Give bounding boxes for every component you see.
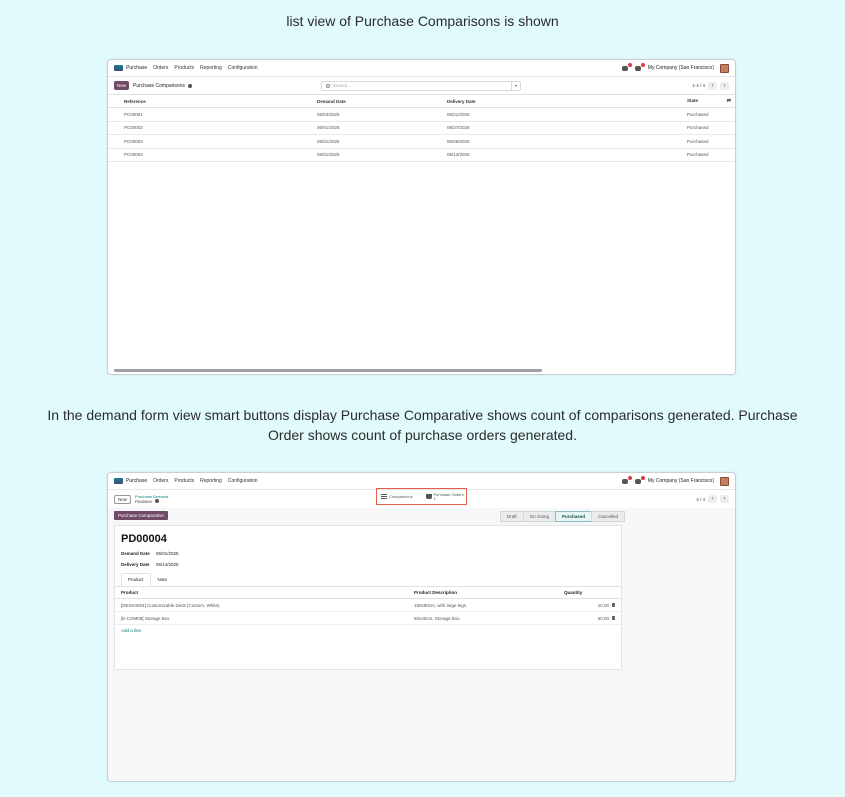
cell-delivery-date: 06/06/2025 [443,135,683,149]
pager-prev-button[interactable]: ‹ [708,82,717,90]
form-view-screenshot [107,472,736,782]
menu-products[interactable]: Products [174,478,195,484]
row-checkbox[interactable] [108,148,120,162]
control-panel [108,77,735,94]
pager-value[interactable]: 1-4 / 4 [692,83,705,88]
column-demand-date[interactable]: Demand Date [313,95,443,108]
status-bar [501,511,625,522]
menu-reporting[interactable]: Reporting [200,65,222,71]
delivery-date-field [121,562,621,567]
line-description[interactable]: 160x80cm, with large legs. [408,599,558,612]
tab-note[interactable]: Note [157,577,168,582]
cart-icon [426,494,432,499]
table-row[interactable] [108,108,735,122]
gear-icon[interactable] [188,84,192,88]
column-state[interactable] [683,95,735,108]
page-title: Purchase Comparisons [133,82,185,89]
tab-product[interactable]: Product [121,573,151,586]
cell-demand-date: 06/04/2025 [313,108,443,122]
row-checkbox[interactable] [108,121,120,135]
column-state-label: State [687,98,699,103]
horizontal-scrollbar[interactable] [114,369,542,372]
cell-state: Purchased [683,108,735,122]
demand-date-field [121,551,621,556]
purchase-comparative-button[interactable]: Purchase Comparative [114,511,168,520]
purchase-orders-text [434,493,464,501]
cell-reference: PC00003 [120,135,313,149]
purchase-orders-label: Purchase Orders [433,491,464,497]
pager-prev-button[interactable]: ‹ [708,495,717,503]
demand-date-label: Demand Date [121,551,150,556]
caption-list-view: list view of Purchase Comparisons is shown [286,13,559,29]
breadcrumb-current-wrap [135,499,168,504]
pager-next-button[interactable]: › [720,495,729,503]
cell-reference: PC00002 [120,121,313,135]
company-switcher[interactable]: My Company (San Francisco) [647,65,714,71]
status-on-going[interactable]: On Going [523,511,556,522]
breadcrumb-current: PD00004 [135,499,152,504]
optional-columns-icon[interactable]: ⇄ [726,98,731,104]
line-description[interactable]: 50x40cm, Storage Box. [408,612,558,625]
cell-state: Purchased [683,121,735,135]
cell-demand-date: 06/01/2025 [313,148,443,162]
search-placeholder: Search... [333,83,352,88]
app-name[interactable]: Purchase [126,478,148,484]
table-row[interactable] [108,121,735,135]
table-header-row [115,587,621,599]
list-icon [381,494,387,499]
app-menu-icon[interactable] [114,478,123,484]
table-row[interactable] [108,148,735,162]
row-checkbox[interactable] [108,108,120,122]
app-name[interactable]: Purchase [126,65,148,71]
cell-reference: PC00001 [120,108,313,122]
company-switcher[interactable]: My Company (San Francisco) [647,478,714,484]
avatar[interactable] [720,64,729,73]
purchase-orders-smart-button[interactable] [422,493,467,501]
cell-demand-date: 06/01/2025 [313,135,443,149]
add-line-link[interactable]: Add a line [121,628,142,633]
select-all-checkbox[interactable] [108,95,120,108]
chat-icon[interactable] [622,65,629,71]
notebook-tabs [121,573,621,586]
status-cancelled[interactable]: Cancelled [591,511,625,522]
main-menu [153,478,257,484]
pager-next-button[interactable]: › [720,82,729,90]
status-draft[interactable]: Draft [500,511,524,522]
menu-products[interactable]: Products [174,65,195,71]
line-product[interactable]: [E-COM08] Storage Box [115,612,408,625]
search-icon [326,84,330,88]
comparisons-label: Comparisons [389,494,413,499]
comparison-table [108,94,735,162]
cell-delivery-date: 06/27/2025 [443,121,683,135]
new-button[interactable]: New [114,495,131,504]
smart-buttons [376,488,467,505]
column-delivery-date[interactable]: Delivery Date [443,95,683,108]
cell-delivery-date: 06/21/2025 [443,108,683,122]
line-quantity-cell [558,599,621,612]
cell-delivery-date: 06/13/2025 [443,148,683,162]
cell-state: Purchased [683,135,735,149]
purchase-orders-count: 1 [433,495,436,501]
main-menu [153,65,257,71]
activity-icon[interactable] [635,478,642,484]
pager [692,82,729,90]
activity-icon[interactable] [635,65,642,71]
column-reference[interactable]: Reference [120,95,313,108]
cell-reference: PC00004 [120,148,313,162]
status-purchased[interactable]: Purchased [555,511,592,522]
line-product[interactable]: [DESK0004] Customizable Desk (Custom, White) [115,599,408,612]
line-quantity-cell [558,612,621,625]
systray [622,477,729,486]
trash-icon[interactable] [612,616,615,620]
column-quantity[interactable]: Quantity [558,587,621,599]
pager [696,495,729,503]
caption-form-view: In the demand form view smart buttons display Purchase Comparative shows count of comparisons generated. Purchase Order shows count of purchase orders generated. [47,407,798,443]
breadcrumb-parent[interactable]: Purchase Demand [135,494,169,499]
comparisons-smart-button[interactable] [377,494,422,499]
systray [622,64,729,73]
pager-value[interactable]: 4 / 4 [696,496,705,502]
column-product[interactable]: Product [115,587,408,599]
table-row[interactable] [108,135,735,149]
menu-reporting[interactable]: Reporting [200,478,222,484]
delivery-date-label: Delivery Date [121,562,150,567]
demand-date-value[interactable]: 06/01/2025 [156,551,179,556]
cell-demand-date: 06/01/2025 [313,121,443,135]
menu-configuration[interactable]: Configuration [227,65,258,71]
chat-icon[interactable] [622,478,629,484]
app-menu-icon[interactable] [114,65,123,71]
list-view-screenshot [107,59,736,375]
table-row[interactable] [115,599,621,612]
menu-orders[interactable]: Orders [153,65,169,71]
table-row[interactable] [115,612,621,625]
cell-state: Purchased [683,148,735,162]
delivery-date-value[interactable]: 06/13/2025 [156,562,179,567]
top-navbar [108,60,735,77]
breadcrumb [135,494,168,504]
column-description[interactable]: Product Description [408,587,558,599]
product-lines-table [115,586,621,625]
menu-configuration[interactable]: Configuration [227,478,258,484]
search-input[interactable] [321,81,521,91]
avatar[interactable] [720,477,729,486]
chevron-down-icon[interactable]: ▾ [511,82,520,90]
trash-icon[interactable] [612,603,615,607]
row-checkbox[interactable] [108,135,120,149]
line-quantity[interactable]: 10.00 [597,602,609,608]
line-quantity[interactable]: 50.00 [597,615,609,621]
record-reference: PD00004 [121,533,167,545]
table-header-row [108,95,735,108]
menu-orders[interactable]: Orders [153,478,169,484]
new-button[interactable]: New [114,81,129,90]
gear-icon[interactable] [155,499,159,503]
form-sheet [114,525,622,670]
